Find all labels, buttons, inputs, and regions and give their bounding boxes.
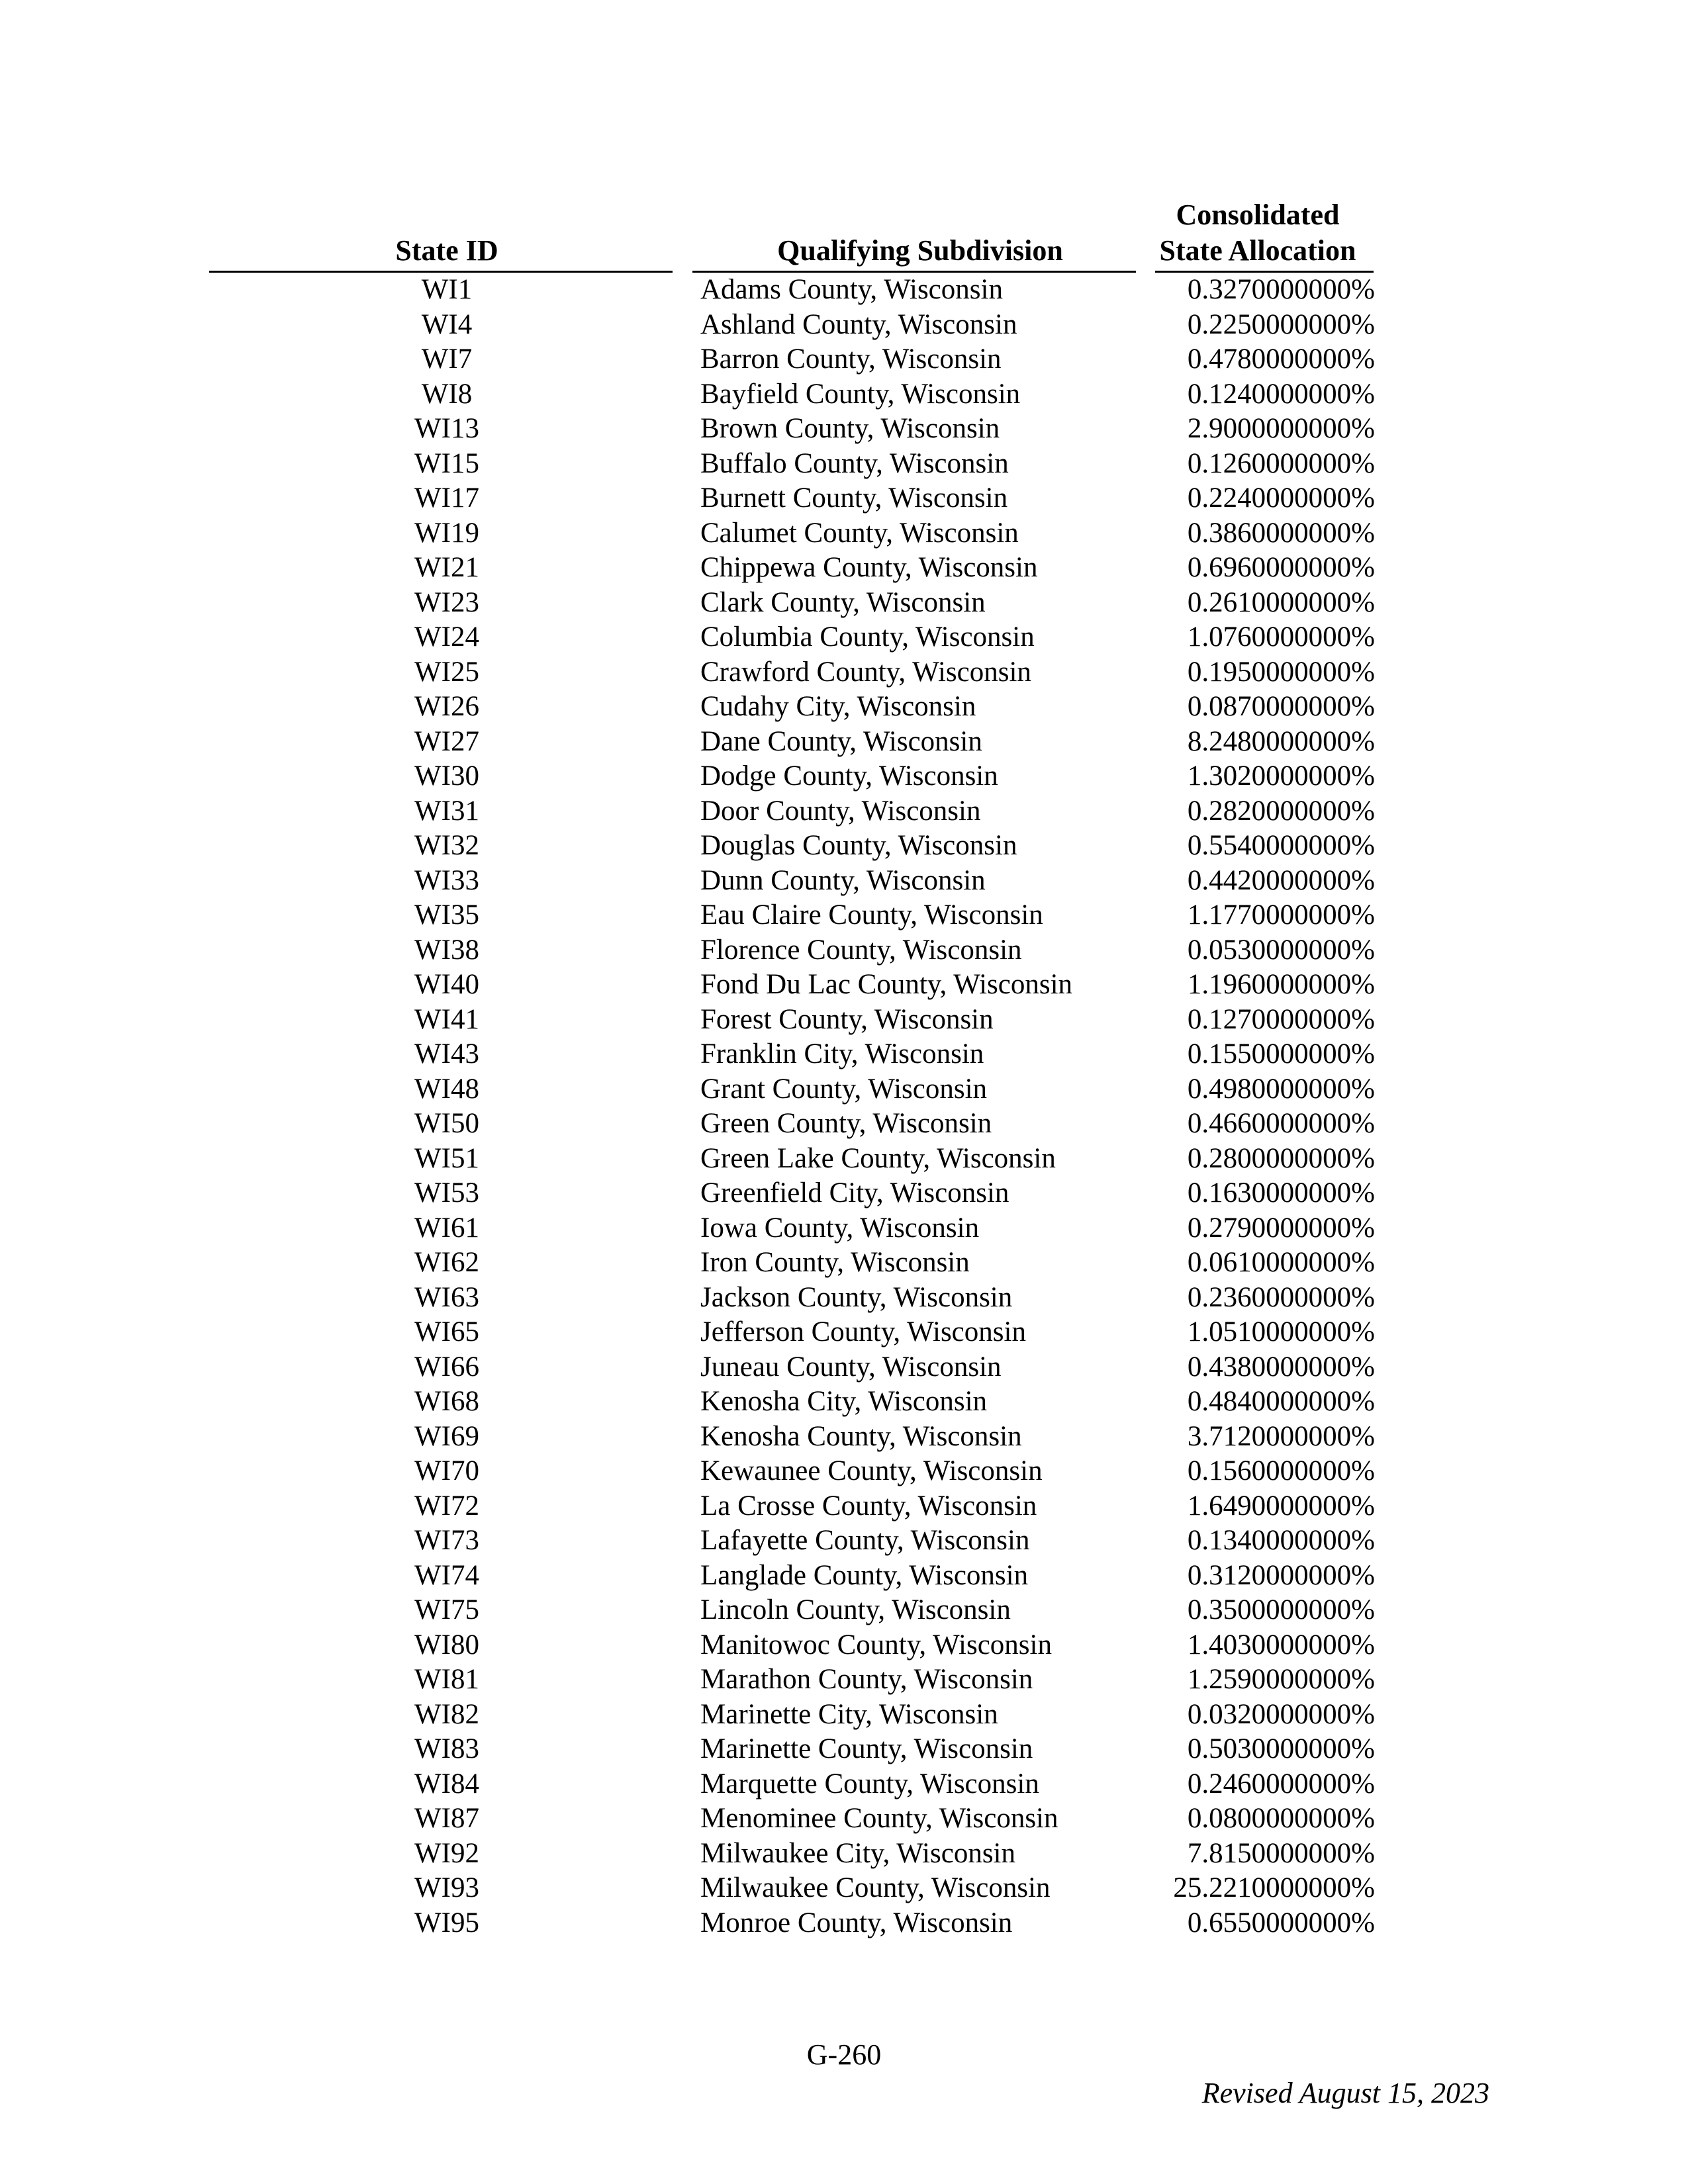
- table-row: [0, 308, 1688, 343]
- state-id-cell: WI63: [414, 1281, 479, 1313]
- subdivision-cell: Dunn County, Wisconsin: [700, 864, 986, 896]
- subdivision-cell: Menominee County, Wisconsin: [700, 1803, 1058, 1834]
- header-allocation-line1: Consolidated: [1176, 199, 1340, 231]
- subdivision-cell: Dane County, Wisconsin: [700, 725, 982, 757]
- state-id-cell: WI82: [414, 1698, 479, 1730]
- allocation-cell: 0.0610000000%: [1187, 1247, 1375, 1278]
- allocation-cell: 0.5540000000%: [1187, 830, 1375, 861]
- state-id-cell: WI23: [414, 586, 479, 618]
- table-row: [0, 1037, 1688, 1072]
- state-id-cell: WI81: [414, 1664, 479, 1695]
- table-row: [0, 342, 1688, 377]
- state-id-cell: WI7: [421, 343, 473, 375]
- subdivision-cell: Adams County, Wisconsin: [700, 274, 1003, 305]
- state-id-cell: WI38: [414, 934, 479, 966]
- allocation-cell: 0.4660000000%: [1187, 1108, 1375, 1139]
- subdivision-cell: Green County, Wisconsin: [700, 1108, 992, 1139]
- state-id-cell: WI41: [414, 1003, 479, 1035]
- table-row: [0, 1732, 1688, 1767]
- state-id-cell: WI69: [414, 1420, 479, 1452]
- subdivision-cell: Kenosha City, Wisconsin: [700, 1386, 988, 1417]
- state-id-cell: WI48: [414, 1073, 479, 1105]
- subdivision-cell: Chippewa County, Wisconsin: [700, 552, 1038, 583]
- allocation-cell: 1.0510000000%: [1187, 1316, 1375, 1347]
- allocation-cell: 0.3120000000%: [1187, 1559, 1375, 1591]
- state-id-cell: WI70: [414, 1455, 479, 1486]
- allocation-cell: 2.9000000000%: [1187, 413, 1375, 444]
- table-row: [0, 655, 1688, 690]
- subdivision-cell: Iron County, Wisconsin: [700, 1247, 970, 1278]
- state-id-cell: WI51: [414, 1142, 479, 1174]
- state-id-cell: WI83: [414, 1733, 479, 1764]
- state-id-cell: WI17: [414, 482, 479, 514]
- state-id-cell: WI4: [421, 308, 473, 340]
- state-id-cell: WI13: [414, 413, 479, 444]
- allocation-cell: 0.1340000000%: [1187, 1525, 1375, 1556]
- allocation-cell: 0.2460000000%: [1187, 1768, 1375, 1799]
- allocation-cell: 0.0530000000%: [1187, 934, 1375, 966]
- table-row: [0, 1628, 1688, 1663]
- state-id-cell: WI53: [414, 1177, 479, 1208]
- page-number: G-260: [806, 2038, 882, 2071]
- state-id-cell: WI84: [414, 1768, 479, 1799]
- table-row: [0, 586, 1688, 621]
- header-allocation-line2: State Allocation: [1159, 234, 1356, 267]
- state-id-cell: WI80: [414, 1629, 479, 1661]
- table-row: [0, 1837, 1688, 1872]
- allocation-cell: 0.4840000000%: [1187, 1386, 1375, 1417]
- allocation-cell: 0.4420000000%: [1187, 864, 1375, 896]
- table-row: [0, 1176, 1688, 1211]
- subdivision-cell: Marinette County, Wisconsin: [700, 1733, 1033, 1764]
- state-id-cell: WI74: [414, 1559, 479, 1591]
- table-row: [0, 1142, 1688, 1177]
- table-row: [0, 759, 1688, 794]
- allocation-cell: 1.6490000000%: [1187, 1490, 1375, 1522]
- state-id-cell: WI26: [414, 691, 479, 722]
- allocation-cell: 0.2790000000%: [1187, 1212, 1375, 1244]
- subdivision-cell: Kewaunee County, Wisconsin: [700, 1455, 1043, 1486]
- header-state-id: State ID: [395, 234, 498, 267]
- subdivision-cell: Columbia County, Wisconsin: [700, 621, 1035, 653]
- subdivision-cell: Marinette City, Wisconsin: [700, 1698, 998, 1730]
- subdivision-cell: Door County, Wisconsin: [700, 795, 981, 827]
- subdivision-cell: Marathon County, Wisconsin: [700, 1664, 1033, 1695]
- table-row: [0, 481, 1688, 516]
- allocation-cell: 0.5030000000%: [1187, 1733, 1375, 1764]
- allocation-cell: 0.4980000000%: [1187, 1073, 1375, 1105]
- state-id-cell: WI33: [414, 864, 479, 896]
- allocation-cell: 1.4030000000%: [1187, 1629, 1375, 1661]
- subdivision-cell: Juneau County, Wisconsin: [700, 1351, 1002, 1383]
- subdivision-cell: Green Lake County, Wisconsin: [700, 1142, 1056, 1174]
- subdivision-cell: Langlade County, Wisconsin: [700, 1559, 1029, 1591]
- state-id-cell: WI62: [414, 1247, 479, 1278]
- state-id-cell: WI21: [414, 552, 479, 583]
- subdivision-cell: Buffalo County, Wisconsin: [700, 447, 1009, 479]
- subdivision-cell: Dodge County, Wisconsin: [700, 760, 998, 792]
- allocation-cell: 25.2210000000%: [1173, 1872, 1375, 1903]
- allocation-cell: 1.3020000000%: [1187, 760, 1375, 792]
- table-row: [0, 1489, 1688, 1524]
- allocation-cell: 0.4380000000%: [1187, 1351, 1375, 1383]
- table-row: [0, 1871, 1688, 1906]
- subdivision-cell: La Crosse County, Wisconsin: [700, 1490, 1037, 1522]
- state-id-cell: WI68: [414, 1386, 479, 1417]
- table-row: [0, 1454, 1688, 1489]
- table-row: [0, 273, 1688, 308]
- table-row: [0, 1315, 1688, 1350]
- allocation-cell: 0.2610000000%: [1187, 586, 1375, 618]
- subdivision-cell: Milwaukee City, Wisconsin: [700, 1837, 1016, 1869]
- subdivision-cell: Manitowoc County, Wisconsin: [700, 1629, 1052, 1661]
- state-id-cell: WI65: [414, 1316, 479, 1347]
- table-row: [0, 968, 1688, 1003]
- allocation-cell: 3.7120000000%: [1187, 1420, 1375, 1452]
- allocation-cell: 8.2480000000%: [1187, 725, 1375, 757]
- table-row: [0, 1385, 1688, 1420]
- allocation-cell: 0.2250000000%: [1187, 308, 1375, 340]
- table-row: [0, 933, 1688, 968]
- allocation-cell: 0.2360000000%: [1187, 1281, 1375, 1313]
- state-id-cell: WI92: [414, 1837, 479, 1869]
- allocation-cell: 0.3270000000%: [1187, 274, 1375, 305]
- allocation-cell: 0.0320000000%: [1187, 1698, 1375, 1730]
- table-header: [0, 0, 1688, 278]
- subdivision-cell: Calumet County, Wisconsin: [700, 517, 1019, 549]
- table-row: [0, 377, 1688, 412]
- header-qualifying-subdivision: Qualifying Subdivision: [777, 234, 1063, 267]
- state-id-cell: WI40: [414, 969, 479, 1000]
- state-id-cell: WI87: [414, 1803, 479, 1834]
- table-row: [0, 1698, 1688, 1733]
- subdivision-cell: Clark County, Wisconsin: [700, 586, 986, 618]
- allocation-cell: 1.1960000000%: [1187, 969, 1375, 1000]
- subdivision-cell: Franklin City, Wisconsin: [700, 1038, 984, 1069]
- state-id-cell: WI15: [414, 447, 479, 479]
- subdivision-cell: Fond Du Lac County, Wisconsin: [700, 969, 1073, 1000]
- allocation-cell: 0.6960000000%: [1187, 552, 1375, 583]
- subdivision-cell: Florence County, Wisconsin: [700, 934, 1022, 966]
- state-id-cell: WI27: [414, 725, 479, 757]
- state-id-cell: WI72: [414, 1490, 479, 1522]
- table-row: [0, 516, 1688, 551]
- table-row: [0, 1003, 1688, 1038]
- state-id-cell: WI73: [414, 1525, 479, 1556]
- subdivision-cell: Ashland County, Wisconsin: [700, 308, 1017, 340]
- subdivision-cell: Burnett County, Wisconsin: [700, 482, 1008, 514]
- allocation-cell: 0.1630000000%: [1187, 1177, 1375, 1208]
- state-id-cell: WI50: [414, 1108, 479, 1139]
- allocation-cell: 0.1260000000%: [1187, 447, 1375, 479]
- allocation-cell: 0.3860000000%: [1187, 517, 1375, 549]
- state-id-cell: WI30: [414, 760, 479, 792]
- table-row: [0, 620, 1688, 655]
- allocation-cell: 0.1550000000%: [1187, 1038, 1375, 1069]
- state-id-cell: WI43: [414, 1038, 479, 1069]
- table-row: [0, 1246, 1688, 1281]
- subdivision-cell: Marquette County, Wisconsin: [700, 1768, 1039, 1799]
- state-id-cell: WI93: [414, 1872, 479, 1903]
- table-row: [0, 794, 1688, 829]
- allocation-cell: 0.1240000000%: [1187, 378, 1375, 410]
- table-row: [0, 1281, 1688, 1316]
- state-id-cell: WI19: [414, 517, 479, 549]
- state-id-cell: WI32: [414, 830, 479, 861]
- allocation-cell: 0.2800000000%: [1187, 1142, 1375, 1174]
- table-row: [0, 690, 1688, 725]
- subdivision-cell: Forest County, Wisconsin: [700, 1003, 994, 1035]
- state-id-cell: WI95: [414, 1907, 479, 1938]
- table-row: [0, 447, 1688, 482]
- allocation-cell: 0.4780000000%: [1187, 343, 1375, 375]
- table-row: [0, 898, 1688, 933]
- table-row: [0, 1524, 1688, 1559]
- table-row: [0, 1662, 1688, 1698]
- table-row: [0, 1350, 1688, 1385]
- allocation-cell: 1.1770000000%: [1187, 899, 1375, 931]
- allocation-cell: 7.8150000000%: [1187, 1837, 1375, 1869]
- subdivision-cell: Jackson County, Wisconsin: [700, 1281, 1013, 1313]
- allocation-cell: 1.0760000000%: [1187, 621, 1375, 653]
- table-row: [0, 1559, 1688, 1594]
- subdivision-cell: Jefferson County, Wisconsin: [700, 1316, 1026, 1347]
- state-id-cell: WI75: [414, 1594, 479, 1625]
- state-id-cell: WI24: [414, 621, 479, 653]
- state-id-cell: WI31: [414, 795, 479, 827]
- table-row: [0, 1767, 1688, 1802]
- state-id-cell: WI61: [414, 1212, 479, 1244]
- table-row: [0, 1420, 1688, 1455]
- subdivision-cell: Kenosha County, Wisconsin: [700, 1420, 1022, 1452]
- table-row: [0, 1211, 1688, 1246]
- allocation-cell: 0.1560000000%: [1187, 1455, 1375, 1486]
- allocation-cell: 0.2240000000%: [1187, 482, 1375, 514]
- revised-date: Revised August 15, 2023: [1201, 2077, 1489, 2109]
- table-row: [0, 1107, 1688, 1142]
- table-row: [0, 864, 1688, 899]
- allocation-cell: 0.3500000000%: [1187, 1594, 1375, 1625]
- table-row: [0, 412, 1688, 447]
- subdivision-cell: Milwaukee County, Wisconsin: [700, 1872, 1051, 1903]
- state-id-cell: WI8: [421, 378, 473, 410]
- allocation-cell: 0.1270000000%: [1187, 1003, 1375, 1035]
- allocation-cell: 0.0870000000%: [1187, 691, 1375, 722]
- table-row: [0, 1593, 1688, 1628]
- subdivision-cell: Greenfield City, Wisconsin: [700, 1177, 1009, 1208]
- subdivision-cell: Crawford County, Wisconsin: [700, 656, 1031, 688]
- allocation-cell: 0.1950000000%: [1187, 656, 1375, 688]
- subdivision-cell: Bayfield County, Wisconsin: [700, 378, 1021, 410]
- table-row: [0, 725, 1688, 760]
- state-id-cell: WI25: [414, 656, 479, 688]
- table-row: [0, 1072, 1688, 1107]
- subdivision-cell: Grant County, Wisconsin: [700, 1073, 988, 1105]
- table-row: [0, 829, 1688, 864]
- subdivision-cell: Lafayette County, Wisconsin: [700, 1525, 1030, 1556]
- allocation-cell: 0.0800000000%: [1187, 1803, 1375, 1834]
- allocation-cell: 1.2590000000%: [1187, 1664, 1375, 1695]
- subdivision-cell: Barron County, Wisconsin: [700, 343, 1002, 375]
- state-id-cell: WI66: [414, 1351, 479, 1383]
- subdivision-cell: Douglas County, Wisconsin: [700, 830, 1017, 861]
- subdivision-cell: Eau Claire County, Wisconsin: [700, 899, 1043, 931]
- subdivision-cell: Lincoln County, Wisconsin: [700, 1594, 1011, 1625]
- table-row: [0, 1906, 1688, 1941]
- table-row: [0, 1801, 1688, 1837]
- table-body: [0, 273, 1688, 1940]
- subdivision-cell: Cudahy City, Wisconsin: [700, 691, 976, 722]
- state-id-cell: WI35: [414, 899, 479, 931]
- allocation-cell: 0.6550000000%: [1187, 1907, 1375, 1938]
- state-id-cell: WI1: [421, 274, 473, 305]
- subdivision-cell: Iowa County, Wisconsin: [700, 1212, 980, 1244]
- allocation-cell: 0.2820000000%: [1187, 795, 1375, 827]
- subdivision-cell: Brown County, Wisconsin: [700, 413, 1000, 444]
- table-row: [0, 551, 1688, 586]
- subdivision-cell: Monroe County, Wisconsin: [700, 1907, 1013, 1938]
